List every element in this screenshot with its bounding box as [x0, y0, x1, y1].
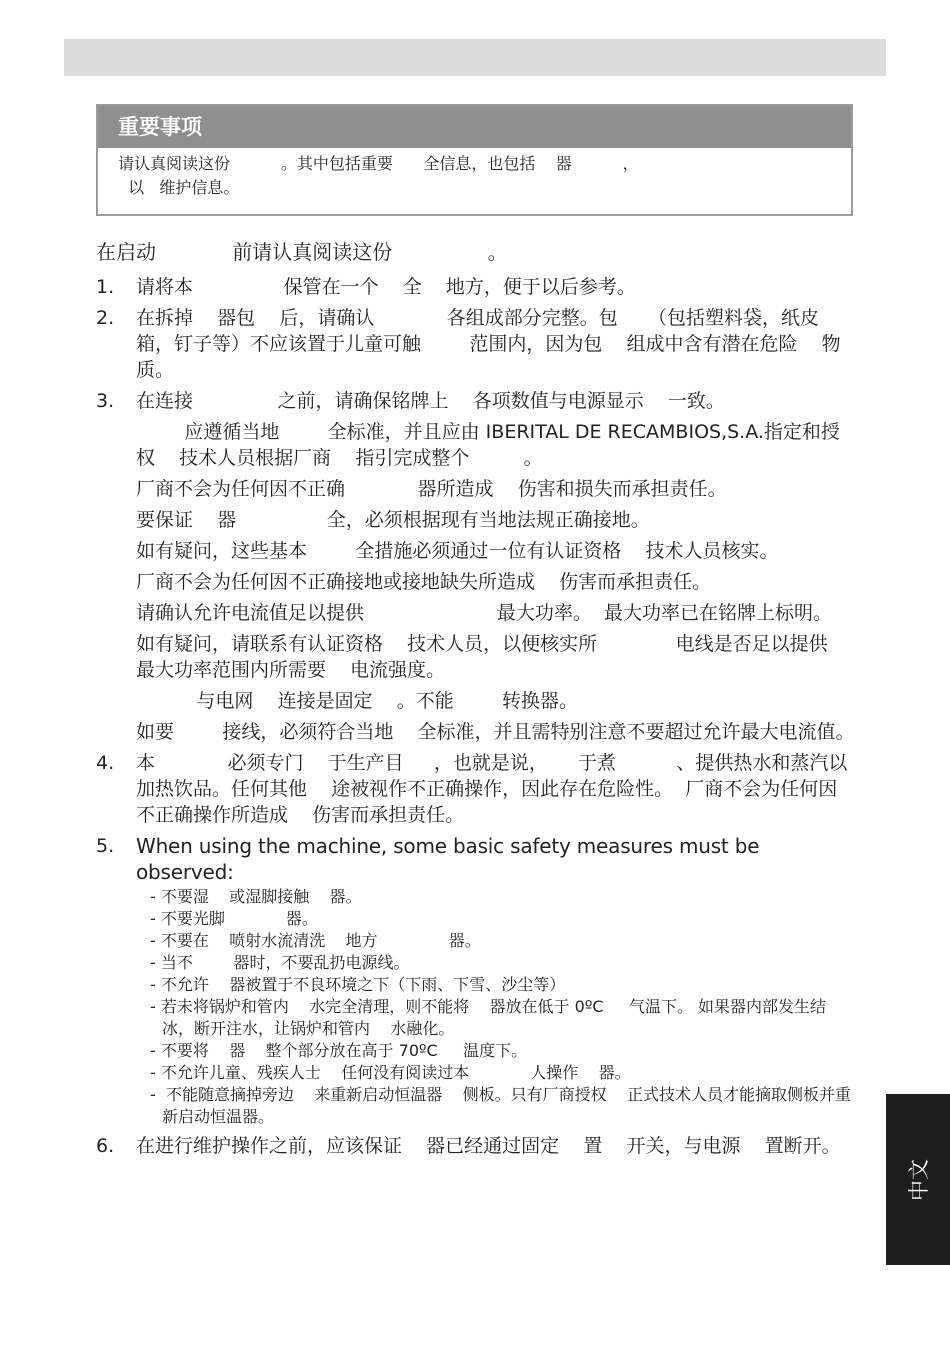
list-item-subparagraph: 如有疑问，这些基本 全措施必须通过一位有认证资格 技术人员核实。	[136, 540, 779, 562]
list-item-subparagraph: 厂商不会为任何因不正确接地或接地缺失所造成 伤害而承担责任。	[136, 571, 712, 593]
list-item	[96, 388, 901, 745]
safety-list	[96, 274, 901, 1164]
safety-bullet: - 不允许儿童、残疾人士 任何没有阅读过本 人操作 器。	[150, 1063, 631, 1082]
list-item-text: 请将本 保管在一个 全 地方，便于以后参考。	[136, 276, 636, 298]
list-item-text: 在连接 之前，请确保铭牌上 各项数值与电源显示 一致。	[136, 390, 725, 412]
list-item-subparagraph: 如要 接线，必须符合当地 全标准，并且需特别注意不要超过允许最大电流值。	[136, 721, 855, 743]
list-item	[96, 274, 856, 300]
list-item-number: 1.	[96, 276, 115, 298]
list-item	[96, 750, 856, 828]
safety-bullet: - 不能随意摘掉旁边 来重新启动恒温器 侧板。只有厂商授权 正式技术人员才能摘取侧板并重新启动恒温器。	[150, 1085, 851, 1126]
list-item-number: 2.	[96, 307, 115, 329]
list-item-text: 本 必须专门 于生产目 ，也就是说， 于煮 、提供热水和蒸汽以加热饮品。任何其他 途被视作不正确操作，因此存在危险性。 厂商不会为任何因不正确操作所造成 伤害而承担责任。	[136, 752, 848, 826]
list-item-subparagraph: 请确认允许电流值足以提供 最大功率。 最大功率已在铭牌上标明。	[136, 602, 832, 624]
list-item-number: 5.	[96, 835, 115, 857]
list-item-number: 6.	[96, 1135, 115, 1157]
safety-bullet: - 不要将 器 整个部分放在高于 70ºC 温度下。	[150, 1041, 528, 1060]
list-item	[96, 305, 856, 383]
language-tab-label: 中文	[907, 1158, 931, 1201]
language-tab	[886, 1094, 950, 1265]
list-item-text: 在拆掉 器包 后，请确认 各组成部分完整。包 （包括塑料袋，纸皮箱，钉子等）不应该置于儿童可触 范围内，因为包 组成中含有潜在危险 物质。	[136, 307, 841, 381]
list-item-subparagraph: 应遵循当地 全标准，并且应由 IBERITAL DE RECAMBIOS,S.A.指定和授权 技术人员根据厂商 指引完成整个 。	[136, 421, 840, 469]
safety-bullet: - 不允许 器被置于不良环境之下（下雨、下雪、沙尘等）	[150, 975, 566, 994]
notice-title: 重要事项	[98, 106, 851, 148]
safety-bullet: - 当不 器时，不要乱扔电源线。	[150, 953, 410, 972]
list-item-subparagraph: 厂商不会为任何因不正确 器所造成 伤害和损失而承担责任。	[136, 478, 727, 500]
list-item-subparagraph: 与电网 连接是固定 。不能 转换器。	[136, 690, 579, 712]
safety-bullet: - 不要光脚 器。	[150, 909, 318, 928]
list-item	[96, 1133, 856, 1159]
list-item-subparagraph: 要保证 器 全，必须根据现有当地法规正确接地。	[136, 509, 650, 531]
list-item-text: When using the machine, some basic safety measures must be observed:	[136, 834, 766, 884]
safety-bullet: - 不要在 喷射水流清洗 地方 器。	[150, 931, 481, 950]
notice-body: 请认真阅读这份 。其中包括重要 全信息，也包括 器 ， 以 维护信息。	[118, 154, 639, 197]
list-item-text: 在进行维护操作之前，应该保证 器已经通过固定 置 开关，与电源 置断开。	[136, 1135, 841, 1157]
intro-text: 在启动 前请认真阅读这份 。	[96, 240, 508, 264]
safety-bullet: - 不要湿 或湿脚接触 器。	[150, 887, 362, 906]
safety-bullet-list	[136, 886, 856, 1128]
list-item-number: 3.	[96, 390, 115, 412]
safety-bullet: - 若未将锅炉和管内 水完全清理，则不能将 器放在低于 0ºC 气温下。 如果器内部发生结冰，断开注水，让锅炉和管内 水融化。	[150, 997, 827, 1038]
header-bar	[64, 39, 886, 76]
list-item-subparagraph: 如有疑问，请联系有认证资格 技术人员，以便核实所 电线是否足以提供 最大功率范围内所需要 电流强度。	[136, 633, 901, 681]
important-notice-box	[96, 104, 853, 216]
list-item-number: 4.	[96, 752, 115, 774]
list-item	[96, 833, 856, 1128]
